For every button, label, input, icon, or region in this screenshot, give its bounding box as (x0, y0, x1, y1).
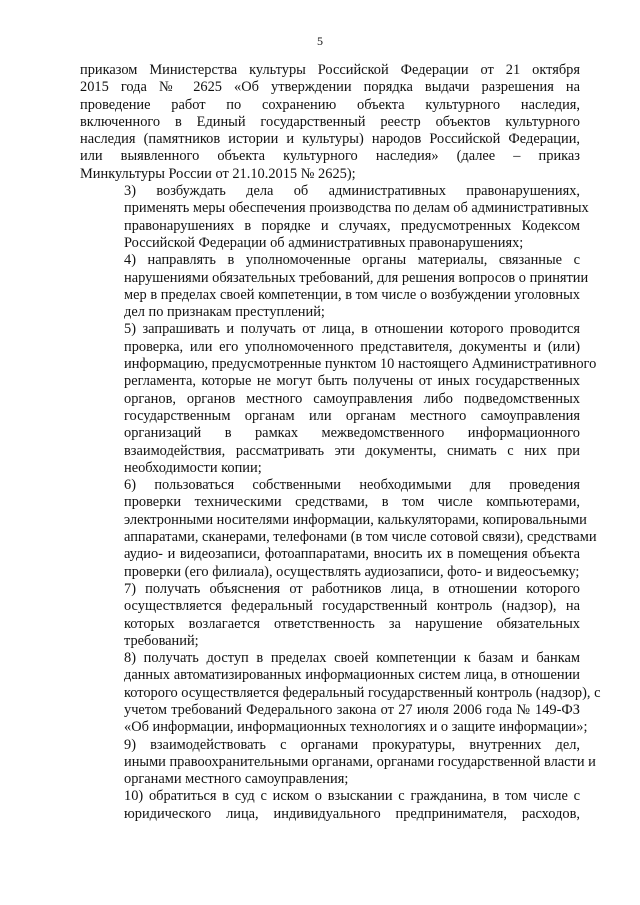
paragraph (80, 477, 597, 581)
text-line: включенного в Единый государственный реестр объектов культурного (80, 113, 580, 130)
document-body (80, 62, 601, 823)
text-line: иными правоохранительными органами, органами государственной власти и (124, 753, 596, 770)
text-line: приказом Министерства культуры Российской Федерации от 21 октября (80, 62, 580, 78)
text-line: юридического лица, индивидуального предпринимателя, расходов, (124, 805, 580, 822)
paragraph (80, 321, 597, 477)
paragraph (80, 183, 589, 252)
text-line: которых возлагается ответственность за нарушение обязательных (124, 615, 580, 632)
paragraph (80, 581, 580, 650)
text-line: или выявленного объекта культурного наследия» (далее – приказ (80, 148, 580, 165)
text-line: органов, органов местного самоуправления либо подведомственных (124, 390, 580, 407)
page-number: 5 (317, 34, 323, 48)
text-line: органами местного самоуправления; (124, 771, 349, 788)
text-line: данных автоматизированных информационных систем лица, в отношении (124, 667, 580, 684)
text-line: проверка, или его уполномоченного представителя, документы и (или) (124, 338, 580, 355)
text-line: правонарушениях в порядке и случаях, предусмотренных Кодексом (124, 217, 580, 234)
text-line: проверки (его филиала), осуществлять аудиозаписи, фото- и видеосъемку; (124, 563, 580, 580)
text-line: необходимости копии; (124, 459, 262, 476)
text-line: проверки техническими средствами, в том числе компьютерами, (124, 494, 580, 511)
paragraph (80, 788, 580, 823)
paragraph (80, 62, 580, 183)
text-line: 10) обратиться в суд с иском о взыскании с гражданина, в том числе с (124, 788, 580, 805)
text-line: дел по признакам преступлений; (124, 304, 325, 321)
paragraph (80, 736, 596, 789)
text-line: требований; (124, 632, 199, 649)
text-line: нарушениями обязательных требований, для решения вопросов о принятии (124, 269, 589, 286)
text-line: 2015 года № 2625 «Об утверждении порядка выдачи разрешения на (80, 79, 580, 96)
text-line: 6) пользоваться собственными необходимыми для проведения (124, 477, 580, 494)
text-line: информацию, предусмотренные пунктом 10 настоящего Административного (124, 356, 597, 373)
text-line: 7) получать объяснения от работников лица, в отношении которого (124, 580, 580, 597)
paragraph (80, 252, 589, 321)
text-line: «Об информации, информационных технологиях и о защите информации»; (124, 719, 588, 736)
text-line: Российской Федерации об административных правонарушениях; (124, 234, 524, 251)
text-line: взаимодействия, рассматривать эти документы, снимать с них при (124, 442, 580, 459)
text-line: применять меры обеспечения производства по делам об административных (124, 200, 589, 217)
text-line: государственным органам или органам местного самоуправления (124, 407, 580, 424)
text-line: аудио- и видеозаписи, фотоаппаратами, вносить их в помещения объекта (124, 546, 580, 563)
text-line: осуществляется федеральный государственный контроль (надзор), на (124, 598, 580, 615)
text-line: Минкультуры России от 21.10.2015 № 2625); (80, 165, 356, 182)
text-line: которого осуществляется федеральный государственный контроль (надзор), с (124, 684, 601, 701)
paragraph (80, 650, 601, 736)
text-line: организаций в рамках межведомственного информационного (124, 425, 580, 442)
text-line: 8) получать доступ в пределах своей компетенции к базам и банкам (124, 650, 580, 667)
text-line: 3) возбуждать дела об административных правонарушениях, (124, 183, 580, 200)
text-line: 5) запрашивать и получать от лица, в отношении которого проводится (124, 321, 580, 338)
text-line: наследия (памятников истории и культуры) народов Российской Федерации, (80, 131, 580, 148)
text-line: учетом требований Федерального закона от 27 июля 2006 года № 149-ФЗ (124, 701, 580, 718)
text-line: электронными носителями информации, калькуляторами, копировальными (124, 511, 587, 528)
text-line: мер в пределах своей компетенции, в том числе о возбуждении уголовных (124, 286, 580, 303)
text-line: аппаратами, сканерами, телефонами (в том числе сотовой связи), средствами (124, 529, 597, 546)
text-line: 4) направлять в уполномоченные органы материалы, связанные с (124, 252, 580, 269)
text-line: проведение работ по сохранению объекта культурного наследия, (80, 96, 580, 113)
text-line: 9) взаимодействовать с органами прокуратуры, внутренних дел, (124, 736, 580, 753)
text-line: регламента, которые не могут быть получены от иных государственных (124, 373, 580, 390)
